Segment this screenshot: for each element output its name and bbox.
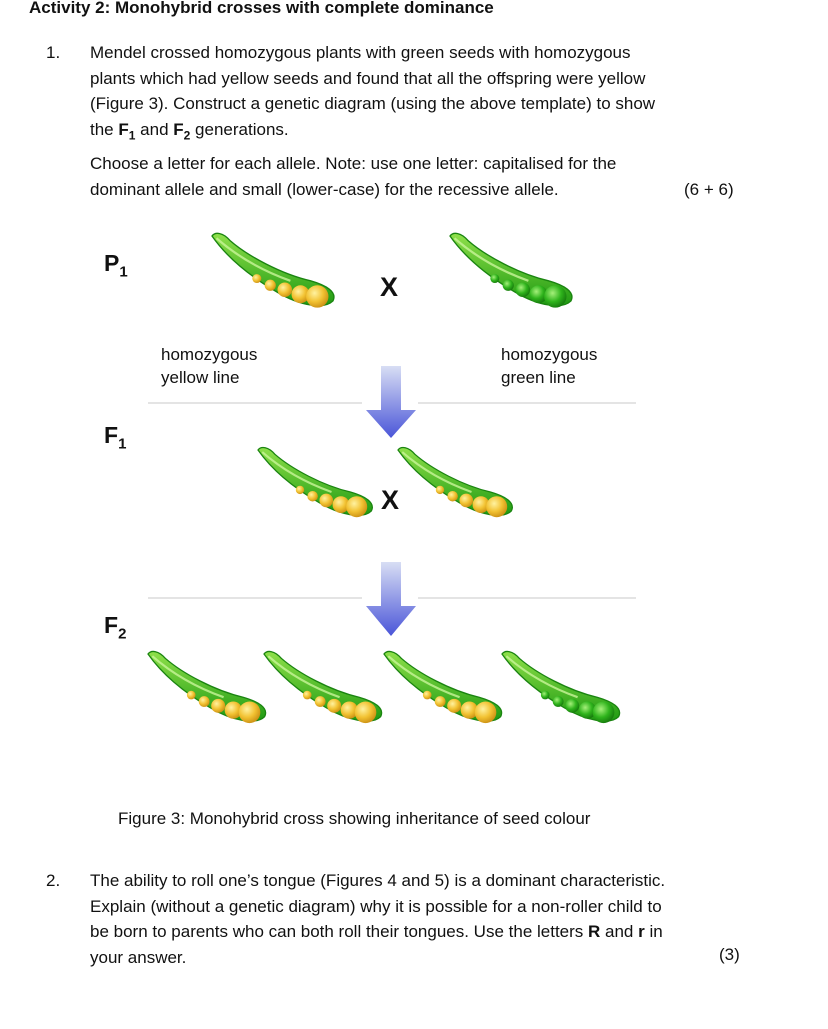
q2-line-4: your answer. bbox=[90, 947, 187, 967]
f1-term: $F_1$ bbox=[118, 119, 136, 142]
pea-pod-yellow-f2 bbox=[384, 651, 502, 723]
pea-pod-yellow-parent bbox=[212, 233, 334, 307]
question-1-marks: (6 + 6) bbox=[684, 180, 734, 199]
q2-line-3: be born to parents who can both roll their tongues. Use the letters R and r in bbox=[90, 922, 663, 941]
figure-caption: Figure 3: Monohybrid cross showing inheritance of seed colour bbox=[118, 809, 591, 828]
q2-line-2: Explain (without a genetic diagram) why it is possible for a non-roller child to bbox=[90, 896, 662, 916]
pea-pod-yellow-f1 bbox=[258, 448, 372, 518]
q1-line-4: the $F_1$ and $F_2$ generations. bbox=[90, 119, 289, 142]
activity-title: Activity 2: Monohybrid crosses with complete dominance bbox=[29, 0, 494, 17]
q1-line-3: (Figure 3). Construct a genetic diagram (using the above template) to show bbox=[90, 94, 656, 113]
f2-term: $F_2$ bbox=[173, 119, 191, 142]
f1-label: $F_1$ bbox=[104, 422, 127, 453]
green-parent-label: homozygous green line bbox=[501, 345, 598, 387]
pea-pod-green-parent bbox=[450, 233, 572, 307]
pea-pod-yellow-f2 bbox=[148, 651, 266, 723]
cross-symbol-f1: X bbox=[381, 485, 400, 515]
yellow-parent-label: homozygous yellow line bbox=[161, 345, 258, 387]
question-1-number: 1. bbox=[46, 43, 61, 62]
p1-label: $P_1$ bbox=[104, 250, 128, 281]
q1-line-1: Mendel crossed homozygous plants with green seeds with homozygous bbox=[90, 43, 631, 62]
q1-line-6: dominant allele and small (lower-case) for the recessive allele. bbox=[90, 179, 559, 199]
down-arrow-icon bbox=[366, 366, 416, 438]
question-2-marks: (3) bbox=[719, 945, 740, 964]
q2-line-1: The ability to roll one’s tongue (Figures 4 and 5) is a dominant characteristic. bbox=[90, 871, 666, 890]
cross-symbol-p1: X bbox=[380, 272, 399, 302]
question-2-paragraph bbox=[90, 868, 750, 970]
question-2-number: 2. bbox=[46, 871, 61, 890]
down-arrow-icon bbox=[366, 562, 416, 636]
pea-pod-yellow-f1 bbox=[398, 448, 512, 518]
f2-label: $F_2$ bbox=[104, 612, 127, 643]
q1-line-5: Choose a letter for each allele. Note: use one letter: capitalised for the bbox=[90, 154, 617, 173]
pea-pod-green-f2 bbox=[502, 651, 620, 723]
q1-line-2: plants which had yellow seeds and found that all the offspring were yellow bbox=[90, 68, 646, 88]
pea-pod-yellow-f2 bbox=[264, 651, 382, 723]
